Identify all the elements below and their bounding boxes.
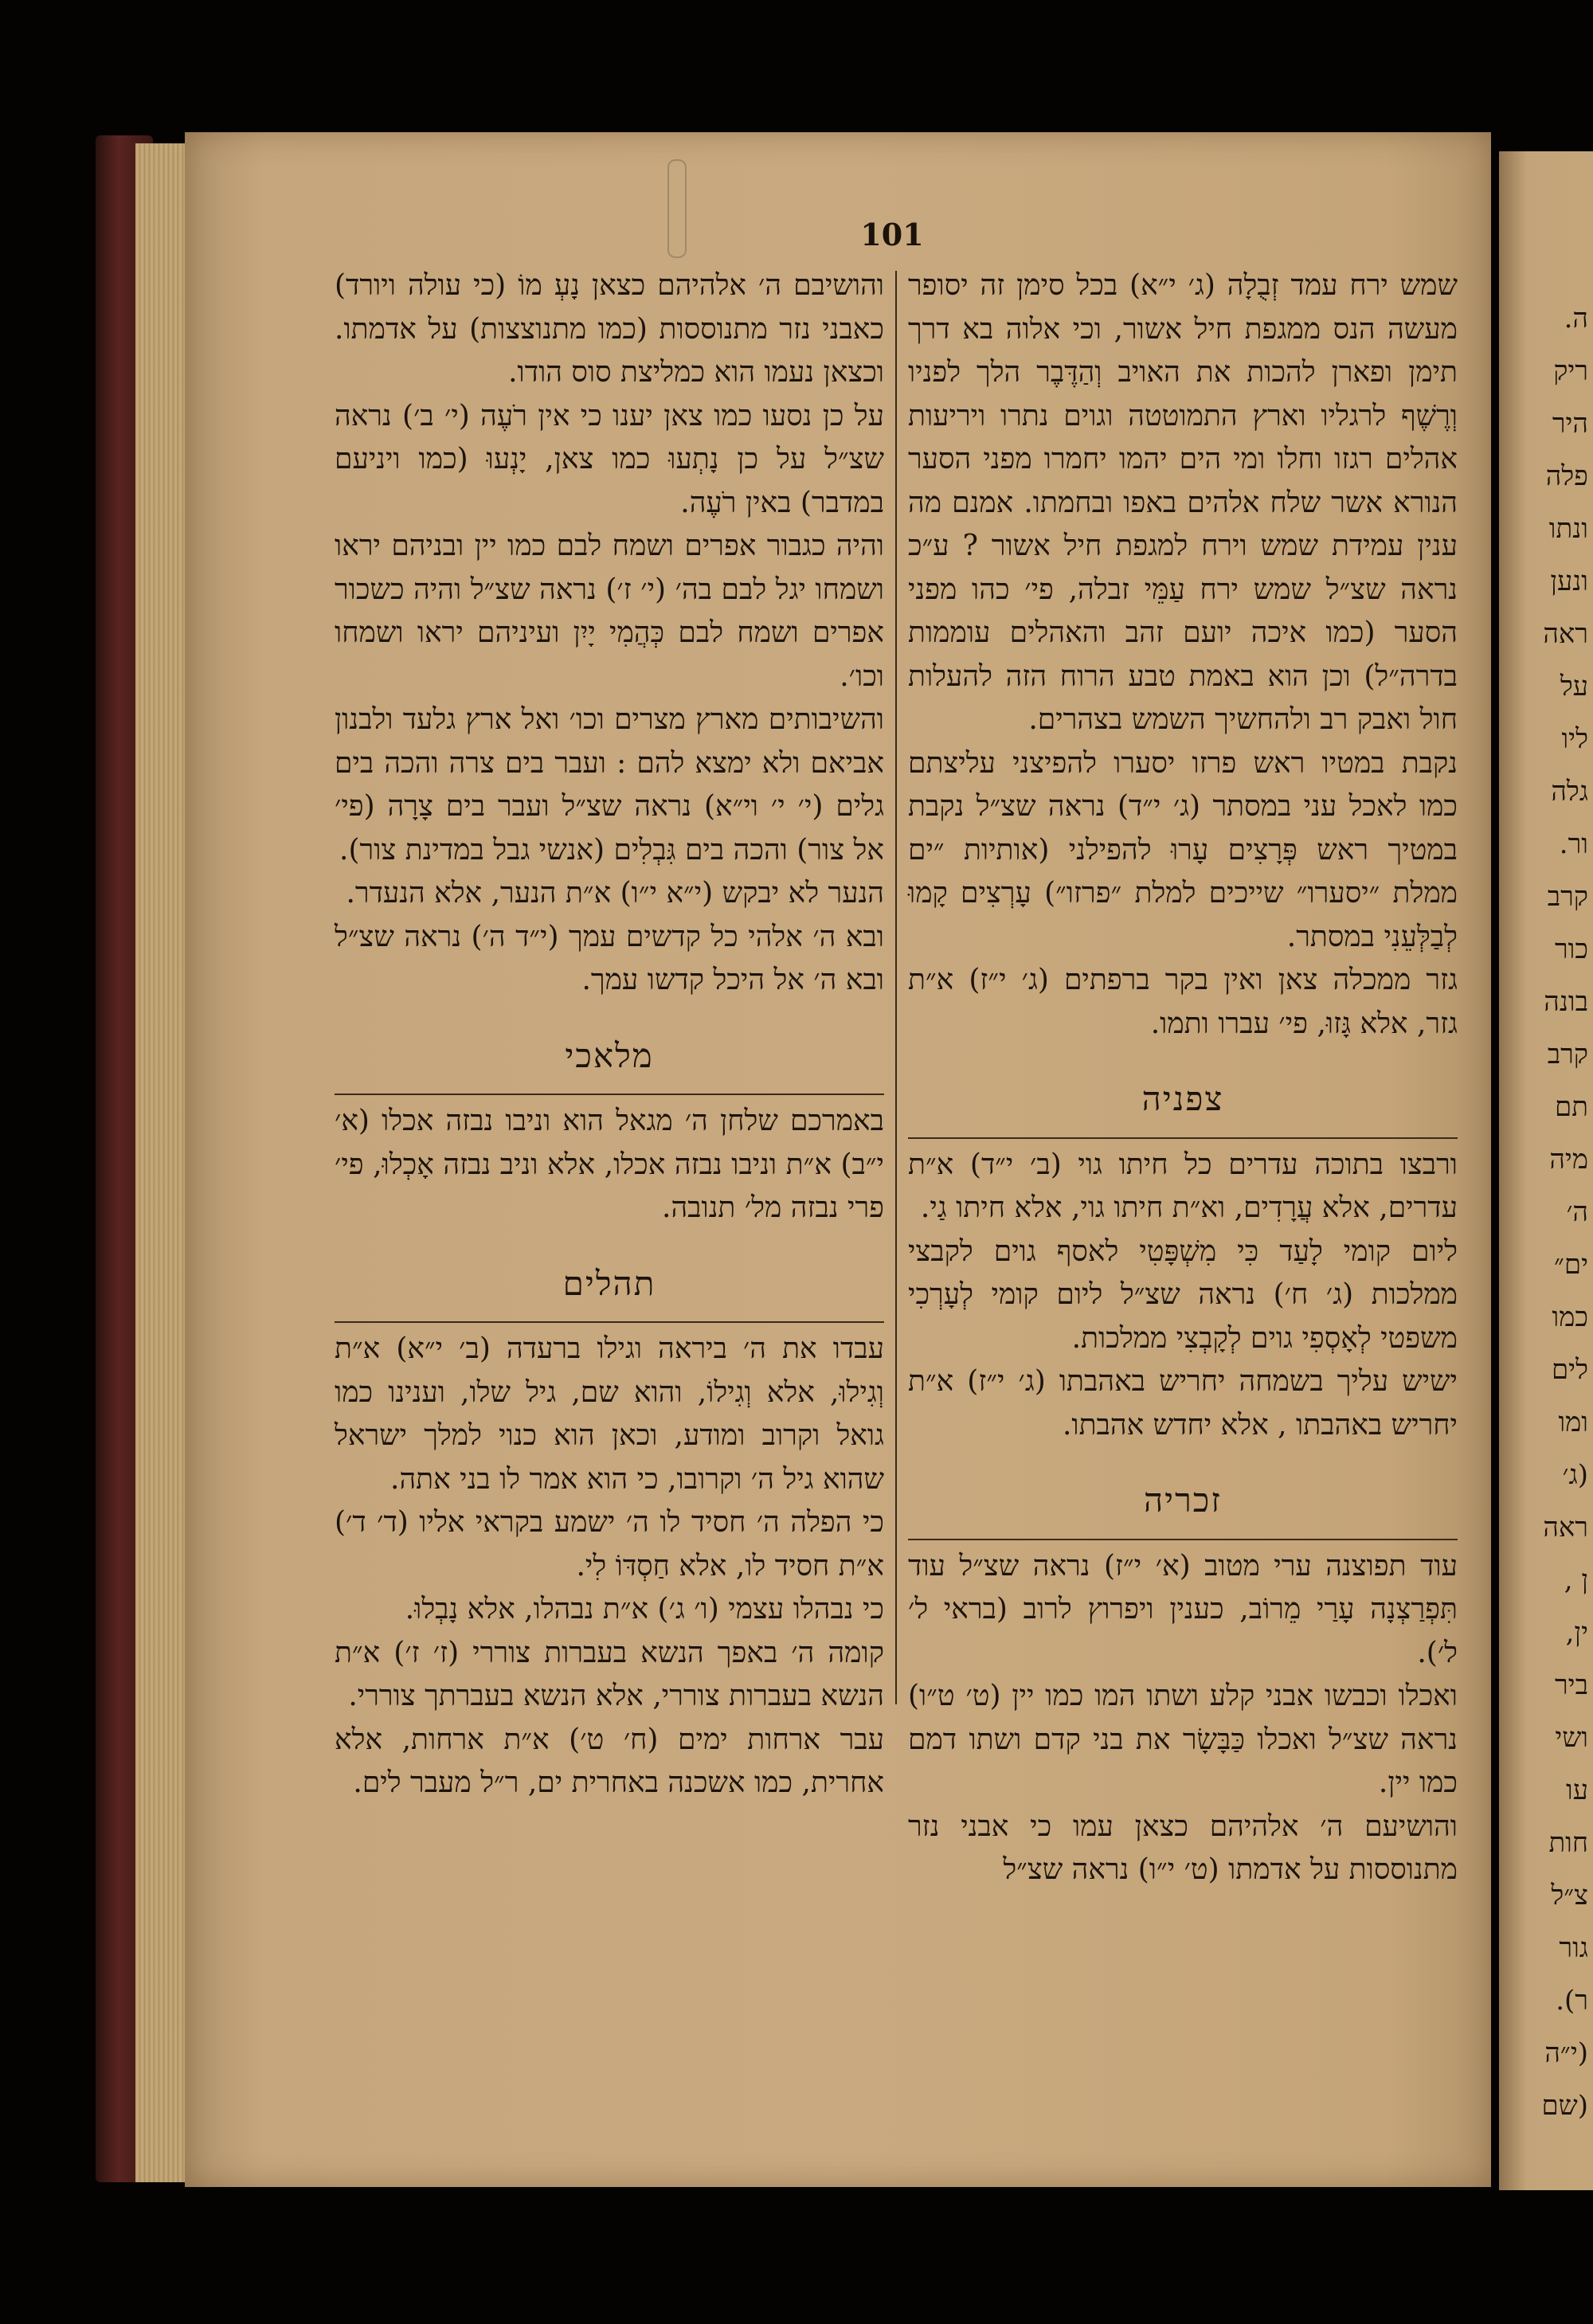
paragraph: עבר ארחות ימים (ח׳ ט׳) א״ת ארחות, אלא אחרית, כמו אשכנה באחרית ים, ר״ל מעבר לים. xyxy=(335,1723,884,1799)
next-page-fragment: ומו xyxy=(1558,1407,1588,1438)
paragraph: ישיש עליך בשמחה יחריש באהבתו (ג׳ י״ז) א״ת יחריש באהבתו , אלא יחדש אהבתו. xyxy=(908,1365,1458,1442)
next-page-fragment: ריק xyxy=(1553,355,1588,387)
bookmark-string xyxy=(667,159,687,258)
next-page-edge xyxy=(1499,151,1593,2190)
next-page-fragment: ושי xyxy=(1555,1722,1588,1754)
page-number: 101 xyxy=(860,217,924,252)
paragraph: והיה כגבור אפרים ושמח לבם כמו יין ובניהם יראו ושמחו יגל לבם בה׳ (י׳ ז׳) נראה שצ״ל והיה כשכור אפרים ושמח לבם כְּהֲמִי יָיִן ועיניהם יראו ושמחו וכו׳. xyxy=(335,530,884,693)
next-page-fragment: כור xyxy=(1554,933,1588,965)
section-heading: תהלים xyxy=(562,1263,656,1303)
next-page-fragment: תם xyxy=(1555,1091,1588,1123)
column-divider xyxy=(895,271,897,1704)
next-page-fragment: לים xyxy=(1551,1354,1588,1386)
next-page-fragment: היר xyxy=(1552,408,1588,440)
next-page-fragment: בונה xyxy=(1544,986,1588,1018)
paragraph: עוד תפוצנה ערי מטוב (א׳ י״ז) נראה שצ״ל עוד תִּפְרַצְנָה עָרַי מֵרוֹב, כענין ויפרוץ לרוב (בראי ל׳ ל׳). xyxy=(908,1549,1458,1669)
paragraph: והושיעם ה׳ אלהיהם כצאן עמו כי אבני נזר מתנוססות על אדמתו (ט׳ י״ו) נראה שצ״ל xyxy=(908,1810,1458,1886)
paragraph: ואכלו וכבשו אבני קלע ושתו המו כמו יין (ט׳ ט״ו) נראה שצ״ל ואכלו כַּבָּשָׂר את בני קדם ושתו דמם כמו יין. xyxy=(908,1680,1458,1799)
next-page-fragment: ה׳ xyxy=(1566,1196,1588,1228)
next-page-fragment: (שם xyxy=(1541,2090,1588,2122)
right-column xyxy=(908,264,1458,1892)
next-page-fragment: גור xyxy=(1559,1932,1588,1964)
paragraph: כי נבהלו עצמי (ו׳ ג׳) א״ת נבהלו, אלא נָבְלוּ. xyxy=(405,1593,884,1626)
next-page-fragment: ראה xyxy=(1543,618,1588,650)
next-page-fragment: קרב xyxy=(1547,881,1588,913)
next-page-fragment: ן , xyxy=(1564,1564,1588,1596)
left-column xyxy=(335,264,884,1806)
next-page-fragment: ה. xyxy=(1564,303,1588,335)
next-page-fragment: כמו xyxy=(1552,1301,1588,1333)
paragraph: ורבצו בתוכה עדרים כל חיתו גוי (ב׳ י״ד) א״ת עדרים, אלא עֲרָדִים, וא״ת חיתו גוי, אלא חיתו גַי. xyxy=(908,1148,1458,1224)
section-heading: מלאכי xyxy=(565,1035,654,1075)
next-page-fragment: צ״ל xyxy=(1551,1880,1588,1911)
paragraph: קומה ה׳ באפך הנשא בעברות צוררי (ז׳ ז׳) א״ת הנשא בעברות צוררי, אלא הנשא בעברתך צוררי. xyxy=(335,1636,884,1712)
next-page-fragment: (ג׳ xyxy=(1562,1459,1588,1491)
next-page-fragment: מיה xyxy=(1549,1144,1588,1176)
next-page-fragment: ליו xyxy=(1561,723,1588,755)
section-heading: צפניה xyxy=(1141,1079,1224,1118)
next-page-fragment: חות xyxy=(1548,1827,1588,1859)
next-page-fragment: ביר xyxy=(1554,1669,1588,1701)
next-page-fragment: פלה xyxy=(1545,460,1588,492)
next-page-fragment: ונתו xyxy=(1548,513,1588,545)
paragraph: ובא ה׳ אלהי כל קדשים עמך (י״ד ה׳) נראה שצ״ל ובא ה׳ אל היכל קדשו עמך. xyxy=(335,920,884,996)
next-page-fragment: ונען xyxy=(1550,565,1588,597)
paragraph: כי הפלה ה׳ חסיד לו ה׳ ישמע בקראי אליו (ד׳ ד׳) א״ת חסיד לו, אלא חַסְדּוֹ לִי. xyxy=(335,1506,884,1583)
paragraph: שמש ירח עמד זְבֻלָה (ג׳ י״א) בכל סימן זה יסופר מעשה הנס ממגפת חיל אשור, וכי אלוה בא דרך תימן ופארן להכות את האויב וְהַדֶּבֶר הלך לפניו וְרֶשֶׁף לרגליו וארץ התמוטטה וגוים נתרו ויריעות אהלים רגזו וחלו ומי הים יהמו יחמרו מפני הסער הנורא אשר שלח אלהים באפו ובחמתו. אמנם מה ענין עמידת שמש וירח למגפת חיל אשור ? ע״כ נראה שצ״ל שמש ירח עַמֵּי זבלה, פי׳ כהו מפני הסער (כמו איכה יועם זהב והאהלים עוממות בדרה״ל) וכן הוא באמת טבע הרוח הזה להעלות חול ואבק רב ולהחשיך השמש בצהרים. xyxy=(908,269,1458,736)
next-page-fragment: קרב xyxy=(1547,1039,1588,1070)
paragraph: הנער לא יבקש (י״א י״ו) א״ת הנער, אלא הנעדר. xyxy=(346,877,884,910)
next-page-fragment: ראה xyxy=(1543,1512,1588,1543)
next-page-fragment: על xyxy=(1560,671,1588,702)
next-page-fragment: (י״ה xyxy=(1544,2037,1588,2069)
paragraph: והושיבם ה׳ אלהיהם כצאן נָעְ מוֹ (כי עולה ויורד) כאבני נזר מתנוססות (כמו מתנוצצות) על אדמתו. וכצאן נעמו הוא כמליצת סוס הודו. xyxy=(335,269,884,389)
heading-rule xyxy=(908,1137,1458,1139)
paragraph: גזר ממכלה צאן ואין בקר ברפתים (ג׳ י״ז) א״ת גזר, אלא גָּזוּ, פי׳ עברו ותמו. xyxy=(908,964,1458,1040)
heading-rule xyxy=(335,1094,884,1095)
heading-rule xyxy=(335,1321,884,1323)
section-heading: זכריה xyxy=(1143,1481,1223,1520)
next-page-fragment: גלה xyxy=(1551,776,1588,808)
paragraph: נקבת במטיו ראש פרזו יסערו להפיצני עליצתם כמו לאכל עני במסתר (ג׳ י״ד) נראה שצ״ל נקבת במטיך ראש פְּרָצִים עָרוּ להפילני (אותיות ״ים ממלת ״יסערו״ שייכים למלת ״פרזו״) עָרְצִים קָמוּ לְבַלְּעֵנִי במסתר. xyxy=(908,746,1458,953)
next-page-fragment: ר). xyxy=(1556,1985,1588,2017)
next-page-fragment: ין, xyxy=(1565,1617,1588,1649)
paragraph: ליום קומי לָעַד כִּי מִשְׁפָּטִי לאסף גוים לקבצי ממלכות (ג׳ ח׳) נראה שצ״ל ליום קומי לְעָרְכִי משפטי לְאָסְפִי גוים לְקָבְצִי ממלכות. xyxy=(908,1234,1458,1355)
paragraph: על כן נסעו כמו צאן יענו כי אין רֹעֶה (י׳ ב׳) נראה שצ״ל על כן נָתְעוּ כמו צאן, יָנְעוּ (כמו ויניעם במדבר) באין רֹעֶה. xyxy=(335,399,884,519)
paragraph: באמרכם שלחן ה׳ מגאל הוא וניבו נבזה אכלו (א׳ י״ב) א״ת וניבו נבזה אכלו, אלא וניב נבזה אָכְלוּ, פי׳ פרי נבזה מל׳ תנובה. xyxy=(335,1105,884,1224)
heading-rule xyxy=(908,1539,1458,1540)
paragraph: עבדו את ה׳ ביראה וגילו ברעדה (ב׳ י״א) א״ת וְגִילוּ, אלא וְגִילוֹ, והוא שם, גיל שלו, וענינו כמו גואל וקרוב ומודע, וכאן הוא כנוי למלך ישראל שהוא גיל ה׳ וקרובו, כי הוא אמר לו בני אתה. xyxy=(335,1332,884,1496)
next-page-fragment: עו xyxy=(1566,1774,1588,1806)
paragraph: והשיבותים מארץ מצרים וכו׳ ואל ארץ גלעד ולבנון אביאם ולא ימצא להם : ועבר בים צרה והכה בים גלים (י׳ י׳ וי״א) נראה שצ״ל ועבר בים צָרָה (פי׳ אל צור) והכה בים גִּבְלִים (אנשי גבל במדינת צור). xyxy=(335,703,884,867)
next-page-fragment: ים״ xyxy=(1553,1249,1588,1281)
next-page-fragment: ור. xyxy=(1559,828,1588,860)
